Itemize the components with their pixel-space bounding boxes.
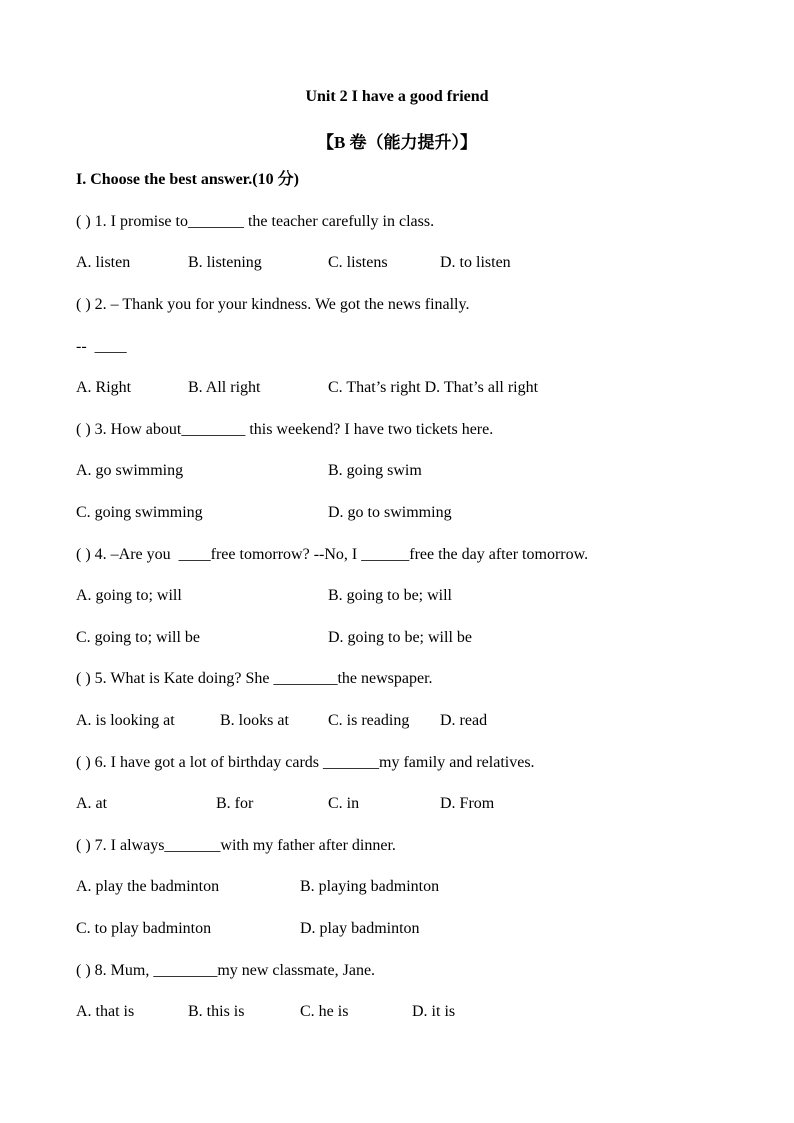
question-7-option-d: D. play badminton	[300, 920, 420, 937]
question-7-option-c: C. to play badminton	[76, 920, 212, 937]
question-2-option-a: A. Right	[76, 379, 132, 396]
question-6-option-a: A. at	[76, 795, 108, 812]
question-4-option-d: D. going to be; will be	[328, 629, 472, 646]
question-3-option-b: B. going swim	[328, 462, 422, 479]
page-title: Unit 2 I have a good friend	[305, 88, 489, 105]
question-7-option-b: B. playing badminton	[300, 878, 440, 895]
question-4-option-a: A. going to; will	[76, 587, 182, 604]
question-5-option-c: C. is reading	[328, 712, 410, 729]
question-1-option-b: B. listening	[188, 254, 262, 271]
question-8-option-c: C. he is	[300, 1003, 349, 1020]
question-4-option-c: C. going to; will be	[76, 629, 200, 646]
question-8-option-d: D. it is	[412, 1003, 456, 1020]
question-3-option-a: A. go swimming	[76, 462, 184, 479]
question-1-option-a: A. listen	[76, 254, 131, 271]
question-6-option-b: B. for	[216, 795, 254, 812]
question-3-option-c: C. going swimming	[76, 504, 203, 521]
question-1-stem: ( ) 1. I promise to_______ the teacher carefully in class.	[76, 213, 435, 230]
question-6-stem: ( ) 6. I have got a lot of birthday cards _______my family and relatives.	[76, 754, 535, 771]
question-1-option-c: C. listens	[328, 254, 388, 271]
question-2-option-b: B. All right	[188, 379, 261, 396]
question-3-stem: ( ) 3. How about________ this weekend? I have two tickets here.	[76, 421, 494, 438]
question-4-stem: ( ) 4. –Are you ____free tomorrow? --No, I ______free the day after tomorrow.	[76, 546, 589, 563]
question-5-stem: ( ) 5. What is Kate doing? She ________the newspaper.	[76, 670, 433, 687]
question-5-option-b: B. looks at	[220, 712, 289, 729]
question-7-option-a: A. play the badminton	[76, 878, 220, 895]
question-2-stem: ( ) 2. – Thank you for your kindness. We got the news finally.	[76, 296, 470, 313]
question-6-option-d: D. From	[440, 795, 495, 812]
question-4-option-b: B. going to be; will	[328, 587, 452, 604]
question-8-stem: ( ) 8. Mum, ________my new classmate, Jane.	[76, 962, 376, 979]
section-heading: I. Choose the best answer.(10 分)	[76, 171, 299, 188]
question-5-option-a: A. is looking at	[76, 712, 175, 729]
question-1-option-d: D. to listen	[440, 254, 511, 271]
question-2-option-cd: C. That’s right D. That’s all right	[328, 379, 539, 396]
page-subtitle: 【B 卷（能力提升）】	[316, 133, 478, 152]
question-6-option-c: C. in	[328, 795, 360, 812]
question-7-stem: ( ) 7. I always_______with my father after dinner.	[76, 837, 396, 854]
question-5-option-d: D. read	[440, 712, 488, 729]
question-8-option-a: A. that is	[76, 1003, 135, 1020]
question-8-option-b: B. this is	[188, 1003, 245, 1020]
question-2-reply: -- ____	[76, 338, 127, 355]
question-3-option-d: D. go to swimming	[328, 504, 452, 521]
